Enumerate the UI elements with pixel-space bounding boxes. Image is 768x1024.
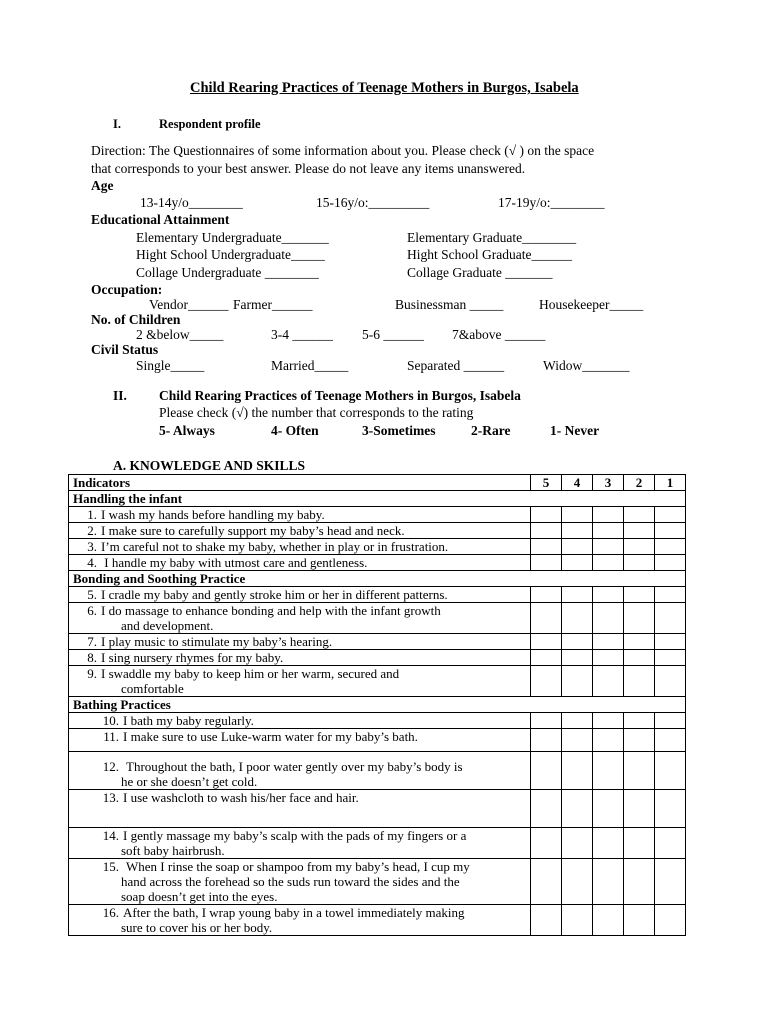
rating-cell[interactable]: [655, 634, 686, 650]
questionnaire-table: [68, 474, 686, 936]
rating-cell[interactable]: [593, 650, 624, 666]
rating-cell[interactable]: [531, 752, 562, 790]
rating-cell[interactable]: [562, 828, 593, 859]
rating-header-1: 1: [655, 475, 686, 491]
scale-rare: 2-Rare: [471, 423, 511, 438]
group-row: [69, 571, 686, 587]
rating-cell[interactable]: [562, 539, 593, 555]
rating-cell[interactable]: [562, 555, 593, 571]
children-option[interactable]: 2 &below_____: [136, 327, 224, 342]
table-row: [69, 828, 686, 859]
rating-cell[interactable]: [624, 523, 655, 539]
rating-cell[interactable]: [624, 555, 655, 571]
rating-cell[interactable]: [593, 539, 624, 555]
children-option[interactable]: 3-4 ______: [271, 327, 333, 342]
scale-often: 4- Often: [271, 423, 319, 438]
indicator-cell: 6. I do massage to enhance bonding and help with the infant growth and development.: [69, 603, 531, 634]
rating-cell[interactable]: [655, 859, 686, 905]
age-option-17-19[interactable]: 17-19y/o:________: [498, 195, 605, 210]
table-row: [69, 507, 686, 523]
rating-cell[interactable]: [624, 790, 655, 828]
indicator-cell: 9. I swaddle my baby to keep him or her warm, secured and comfortable: [69, 666, 531, 697]
occupation-option[interactable]: Businessman _____: [395, 297, 504, 312]
indicator-cell: 10. I bath my baby regularly.: [69, 713, 531, 729]
rating-cell[interactable]: [624, 507, 655, 523]
rating-cell[interactable]: [531, 507, 562, 523]
rating-cell[interactable]: [655, 729, 686, 752]
rating-cell[interactable]: [531, 905, 562, 936]
rating-cell[interactable]: [593, 634, 624, 650]
rating-cell[interactable]: [562, 507, 593, 523]
education-option[interactable]: Elementary Graduate________: [407, 230, 577, 245]
rating-cell[interactable]: [655, 539, 686, 555]
occupation-option[interactable]: Housekeeper_____: [539, 297, 644, 312]
table-row: [69, 634, 686, 650]
rating-instruction: Please check (√) the number that corresponds to the rating: [159, 405, 474, 420]
section-1-number: I.: [113, 117, 121, 131]
table-row: [69, 603, 686, 634]
rating-cell[interactable]: [624, 650, 655, 666]
table-row: [69, 790, 686, 828]
rating-cell[interactable]: [624, 859, 655, 905]
children-option[interactable]: 7&above ______: [452, 327, 546, 342]
rating-cell[interactable]: [624, 666, 655, 697]
scale-always: 5- Always: [159, 423, 215, 438]
rating-cell[interactable]: [531, 587, 562, 603]
rating-cell[interactable]: [562, 713, 593, 729]
rating-cell[interactable]: [562, 752, 593, 790]
group-bathing: Bathing Practices: [69, 697, 686, 713]
rating-cell[interactable]: [531, 828, 562, 859]
rating-cell[interactable]: [624, 752, 655, 790]
rating-cell[interactable]: [562, 790, 593, 828]
group-handling: Handling the infant: [69, 491, 686, 507]
section-a-heading: A. KNOWLEDGE AND SKILLS: [113, 458, 306, 473]
education-option[interactable]: Hight School Graduate______: [407, 247, 572, 262]
scale-sometimes: 3-Sometimes: [362, 423, 436, 438]
rating-cell[interactable]: [531, 555, 562, 571]
children-label: No. of Children: [91, 312, 181, 327]
group-row: [69, 491, 686, 507]
table-row: [69, 752, 686, 790]
education-option[interactable]: Collage Undergraduate ________: [136, 265, 319, 280]
rating-cell[interactable]: [531, 523, 562, 539]
rating-cell[interactable]: [624, 713, 655, 729]
table-row: [69, 587, 686, 603]
age-label: Age: [91, 178, 114, 193]
indicator-cell: 5. I cradle my baby and gently stroke him or her in different patterns.: [69, 587, 531, 603]
rating-cell[interactable]: [562, 587, 593, 603]
education-option[interactable]: Collage Graduate _______: [407, 265, 553, 280]
rating-cell[interactable]: [655, 713, 686, 729]
civil-status-option[interactable]: Single_____: [136, 358, 205, 373]
rating-header-3: 3: [593, 475, 624, 491]
rating-cell[interactable]: [655, 790, 686, 828]
indicator-cell: 13. I use washcloth to wash his/her face and hair.: [69, 790, 531, 828]
rating-cell[interactable]: [531, 634, 562, 650]
rating-cell[interactable]: [624, 603, 655, 634]
rating-cell[interactable]: [655, 666, 686, 697]
civil-status-option[interactable]: Married_____: [271, 358, 349, 373]
rating-cell[interactable]: [562, 859, 593, 905]
rating-cell[interactable]: [531, 650, 562, 666]
scale-never: 1- Never: [550, 423, 600, 438]
rating-cell[interactable]: [655, 603, 686, 634]
rating-cell[interactable]: [655, 587, 686, 603]
group-row: [69, 697, 686, 713]
civil-status-option[interactable]: Widow_______: [543, 358, 630, 373]
age-option-13-14[interactable]: 13-14y/o________: [140, 195, 243, 210]
children-option[interactable]: 5-6 ______: [362, 327, 424, 342]
rating-cell[interactable]: [655, 905, 686, 936]
table-row: [69, 859, 686, 905]
civil-status-label: Civil Status: [91, 342, 159, 357]
indicator-cell: 11. I make sure to use Luke-warm water for my baby’s bath.: [69, 729, 531, 752]
rating-cell[interactable]: [593, 555, 624, 571]
rating-cell[interactable]: [624, 729, 655, 752]
rating-cell[interactable]: [593, 828, 624, 859]
rating-cell[interactable]: [531, 603, 562, 634]
rating-cell[interactable]: [655, 650, 686, 666]
rating-cell[interactable]: [593, 859, 624, 905]
occupation-option[interactable]: Vendor______: [149, 297, 229, 312]
table-row: [69, 539, 686, 555]
rating-header-2: 2: [624, 475, 655, 491]
rating-cell[interactable]: [624, 539, 655, 555]
rating-cell[interactable]: [531, 859, 562, 905]
rating-cell[interactable]: [562, 523, 593, 539]
rating-cell[interactable]: [593, 603, 624, 634]
indicator-cell: 1. I wash my hands before handling my baby.: [69, 507, 531, 523]
rating-cell[interactable]: [562, 666, 593, 697]
rating-cell[interactable]: [624, 634, 655, 650]
indicator-cell: 4. I handle my baby with utmost care and gentleness.: [69, 555, 531, 571]
table-row: [69, 729, 686, 752]
indicator-cell: 12. Throughout the bath, I poor water gently over my baby’s body is he or she doesn’t get cold.: [69, 752, 531, 790]
rating-cell[interactable]: [624, 587, 655, 603]
rating-cell[interactable]: [562, 905, 593, 936]
section-1-heading: Respondent profile: [159, 117, 261, 131]
section-2-heading: Child Rearing Practices of Teenage Mothers in Burgos, Isabela: [159, 388, 521, 403]
rating-cell[interactable]: [531, 790, 562, 828]
table-header-row: [69, 475, 686, 491]
indicator-cell: 7. I play music to stimulate my baby’s hearing.: [69, 634, 531, 650]
direction-line-2: that corresponds to your best answer. Please do not leave any items unanswered.: [91, 161, 526, 176]
section-2-number: II.: [113, 388, 127, 403]
civil-status-option[interactable]: Separated ______: [407, 358, 505, 373]
rating-header-4: 4: [562, 475, 593, 491]
rating-cell[interactable]: [562, 650, 593, 666]
rating-cell[interactable]: [593, 523, 624, 539]
indicators-header: Indicators: [69, 475, 531, 491]
table-row: [69, 905, 686, 936]
indicator-cell: 14. I gently massage my baby’s scalp with the pads of my fingers or a soft baby hairbrush.: [69, 828, 531, 859]
table-row: [69, 523, 686, 539]
age-option-15-16[interactable]: 15-16y/o:_________: [316, 195, 430, 210]
rating-cell[interactable]: [593, 713, 624, 729]
rating-cell[interactable]: [593, 905, 624, 936]
indicator-cell: 2. I make sure to carefully support my baby’s head and neck.: [69, 523, 531, 539]
education-option[interactable]: Elementary Undergraduate_______: [136, 230, 329, 245]
rating-cell[interactable]: [593, 790, 624, 828]
indicator-cell: 8. I sing nursery rhymes for my baby.: [69, 650, 531, 666]
rating-cell[interactable]: [531, 666, 562, 697]
occupation-label: Occupation:: [91, 282, 163, 297]
rating-cell[interactable]: [655, 555, 686, 571]
education-option[interactable]: Hight School Undergraduate_____: [136, 247, 325, 262]
rating-cell[interactable]: [593, 752, 624, 790]
rating-cell[interactable]: [562, 603, 593, 634]
education-label: Educational Attainment: [91, 212, 230, 227]
rating-cell[interactable]: [593, 587, 624, 603]
rating-cell[interactable]: [531, 539, 562, 555]
rating-cell[interactable]: [624, 905, 655, 936]
table-row: [69, 713, 686, 729]
rating-cell[interactable]: [531, 729, 562, 752]
rating-cell[interactable]: [593, 729, 624, 752]
direction-line-1: Direction: The Questionnaires of some information about you. Please check (√ ) on the space: [91, 143, 595, 158]
occupation-option[interactable]: Farmer______: [233, 297, 313, 312]
table-row: [69, 650, 686, 666]
indicator-cell: 16. After the bath, I wrap young baby in a towel immediately making sure to cover his or her body.: [69, 905, 531, 936]
table-row: [69, 666, 686, 697]
rating-cell[interactable]: [562, 634, 593, 650]
table-row: [69, 555, 686, 571]
rating-cell[interactable]: [655, 507, 686, 523]
rating-cell[interactable]: [593, 666, 624, 697]
rating-cell[interactable]: [624, 828, 655, 859]
indicator-cell: 15. When I rinse the soap or shampoo from my baby’s head, I cup my hand across the forehead so the suds run toward the sides and the soap doesn’t get into the eyes.: [69, 859, 531, 905]
rating-header-5: 5: [531, 475, 562, 491]
rating-cell[interactable]: [655, 523, 686, 539]
page-title: Child Rearing Practices of Teenage Mothers in Burgos, Isabela: [190, 80, 579, 96]
rating-cell[interactable]: [562, 729, 593, 752]
group-bonding: Bonding and Soothing Practice: [69, 571, 686, 587]
rating-cell[interactable]: [655, 752, 686, 790]
indicator-cell: 3. I’m careful not to shake my baby, whether in play or in frustration.: [69, 539, 531, 555]
rating-cell[interactable]: [593, 507, 624, 523]
rating-cell[interactable]: [655, 828, 686, 859]
rating-cell[interactable]: [531, 713, 562, 729]
